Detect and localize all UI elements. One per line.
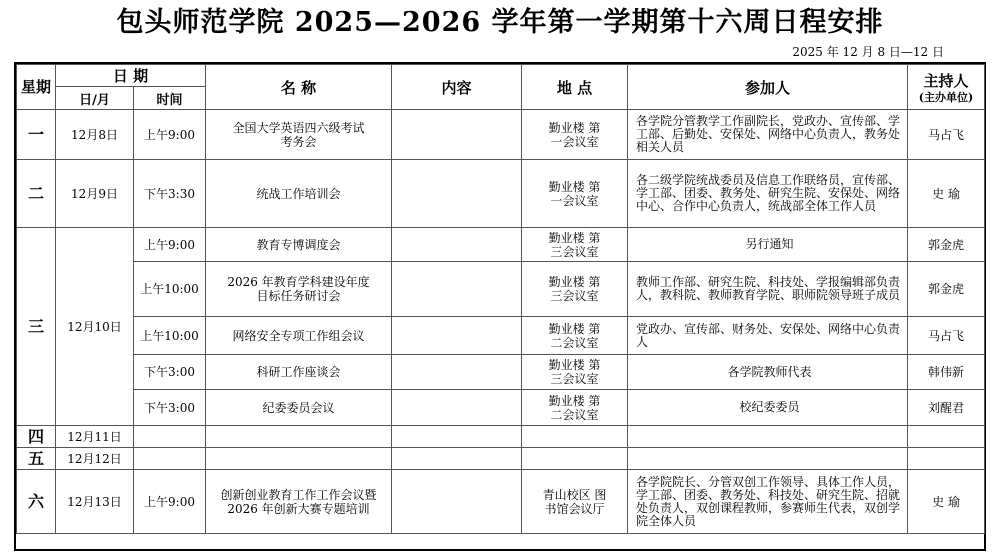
host-cell: 史 瑜 [908, 470, 985, 534]
header-weekday: 星期 [17, 65, 56, 110]
host-cell: 马占飞 [908, 317, 985, 355]
date-cell: 12月9日 [56, 160, 134, 228]
header-day-month: 日/月 [56, 87, 134, 110]
location-cell: 勤业楼 第三会议室 [522, 228, 628, 262]
participants-cell: 党政办、宣传部、财务处、安保处、网络中心负责人 [628, 317, 908, 355]
content-cell [392, 228, 522, 262]
participants-cell: 校纪委委员 [628, 390, 908, 426]
table-row [17, 426, 985, 448]
date-cell: 12月13日 [56, 470, 134, 534]
content-cell [392, 355, 522, 390]
content-cell [392, 448, 522, 470]
participants-cell: 各学院院长、分管双创工作领导、具体工作人员，学工部、团委、教务处、科技处、研究生院、招就处负责人，双创课程教师，参赛师生代表，双创学院全体人员 [628, 470, 908, 534]
name-cell: 2026 年教育学科建设年度目标任务研讨会 [206, 262, 392, 317]
time-cell: 上午9:00 [134, 110, 206, 160]
header-participants: 参加人 [628, 65, 908, 110]
participants-cell: 各学院分管教学工作副院长，党政办、宣传部、学工部、后勤处、安保处、网络中心负责人，教务处相关人员 [628, 110, 908, 160]
name-cell: 统战工作培训会 [206, 160, 392, 228]
content-cell [392, 262, 522, 317]
host-cell: 刘醒君 [908, 390, 985, 426]
name-cell [206, 426, 392, 448]
location-cell: 勤业楼 第一会议室 [522, 110, 628, 160]
time-cell: 上午10:00 [134, 262, 206, 317]
content-cell [392, 110, 522, 160]
table-row [17, 470, 985, 534]
name-cell: 网络安全专项工作组会议 [206, 317, 392, 355]
host-cell: 史 瑜 [908, 160, 985, 228]
host-cell [908, 426, 985, 448]
table-row [17, 110, 985, 160]
participants-cell [628, 426, 908, 448]
header-host-label: 主持人 [923, 72, 969, 90]
time-cell [134, 426, 206, 448]
location-cell: 勤业楼 第二会议室 [522, 317, 628, 355]
host-cell: 郭金虎 [908, 262, 985, 317]
time-cell: 上午9:00 [134, 228, 206, 262]
host-cell: 马占飞 [908, 110, 985, 160]
time-cell: 下午3:00 [134, 355, 206, 390]
time-cell [134, 448, 206, 470]
participants-cell [628, 448, 908, 470]
schedule-table [16, 64, 985, 534]
date-cell: 12月12日 [56, 448, 134, 470]
weekday-cell: 二 [17, 160, 56, 228]
table-row [17, 448, 985, 470]
page-title: 包头师范学院 2025—2026 学年第一学期第十六周日程安排 [116, 7, 884, 38]
date-cell: 12月10日 [56, 228, 134, 426]
header-host [908, 65, 985, 110]
content-cell [392, 470, 522, 534]
name-cell: 科研工作座谈会 [206, 355, 392, 390]
location-cell: 勤业楼 第三会议室 [522, 355, 628, 390]
name-cell: 教育专博调度会 [206, 228, 392, 262]
header-host-sub: (主办单位) [918, 91, 974, 104]
name-cell: 纪委委员会议 [206, 390, 392, 426]
time-cell: 上午10:00 [134, 317, 206, 355]
time-cell: 下午3:00 [134, 390, 206, 426]
weekday-cell: 五 [17, 448, 56, 470]
participants-cell: 各学院教师代表 [628, 355, 908, 390]
name-cell: 创新创业教育工作工作会议暨2026 年创新大赛专题培训 [206, 470, 392, 534]
table-row [17, 160, 985, 228]
table-row [17, 355, 985, 390]
table-row [17, 262, 985, 317]
table-row [17, 228, 985, 262]
name-cell [206, 448, 392, 470]
date-cell: 12月11日 [56, 426, 134, 448]
content-cell [392, 160, 522, 228]
content-cell [392, 390, 522, 426]
host-cell: 韩伟新 [908, 355, 985, 390]
name-cell: 全国大学英语四六级考试考务会 [206, 110, 392, 160]
content-cell [392, 426, 522, 448]
schedule-sheet [14, 62, 986, 551]
header-time: 时间 [134, 87, 206, 110]
header-content: 内容 [392, 65, 522, 110]
header-date-group: 日 期 [56, 65, 206, 87]
weekday-cell: 三 [17, 228, 56, 426]
header-name: 名 称 [206, 65, 392, 110]
date-range: 2025 年 12 月 8 日—12 日 [792, 45, 944, 59]
location-cell [522, 448, 628, 470]
location-cell: 青山校区 图书馆会议厅 [522, 470, 628, 534]
location-cell: 勤业楼 第二会议室 [522, 390, 628, 426]
date-cell: 12月8日 [56, 110, 134, 160]
location-cell [522, 426, 628, 448]
table-row [17, 317, 985, 355]
participants-cell: 教师工作部、研究生院、科技处、学报编辑部负责人，教科院、教师教育学院、职师院领导班子成员 [628, 262, 908, 317]
table-row [17, 390, 985, 426]
weekday-cell: 四 [17, 426, 56, 448]
content-cell [392, 317, 522, 355]
weekday-cell: 六 [17, 470, 56, 534]
time-cell: 下午3:30 [134, 160, 206, 228]
host-cell: 郭金虎 [908, 228, 985, 262]
location-cell: 勤业楼 第一会议室 [522, 160, 628, 228]
participants-cell: 各二级学院统战委员及信息工作联络员，宣传部、学工部、团委、教务处、研究生院、安保处、网络中心、合作中心负责人，统战部全体工作人员 [628, 160, 908, 228]
location-cell: 勤业楼 第三会议室 [522, 262, 628, 317]
host-cell [908, 448, 985, 470]
weekday-cell: 一 [17, 110, 56, 160]
participants-cell: 另行通知 [628, 228, 908, 262]
time-cell: 上午9:00 [134, 470, 206, 534]
header-location: 地 点 [522, 65, 628, 110]
